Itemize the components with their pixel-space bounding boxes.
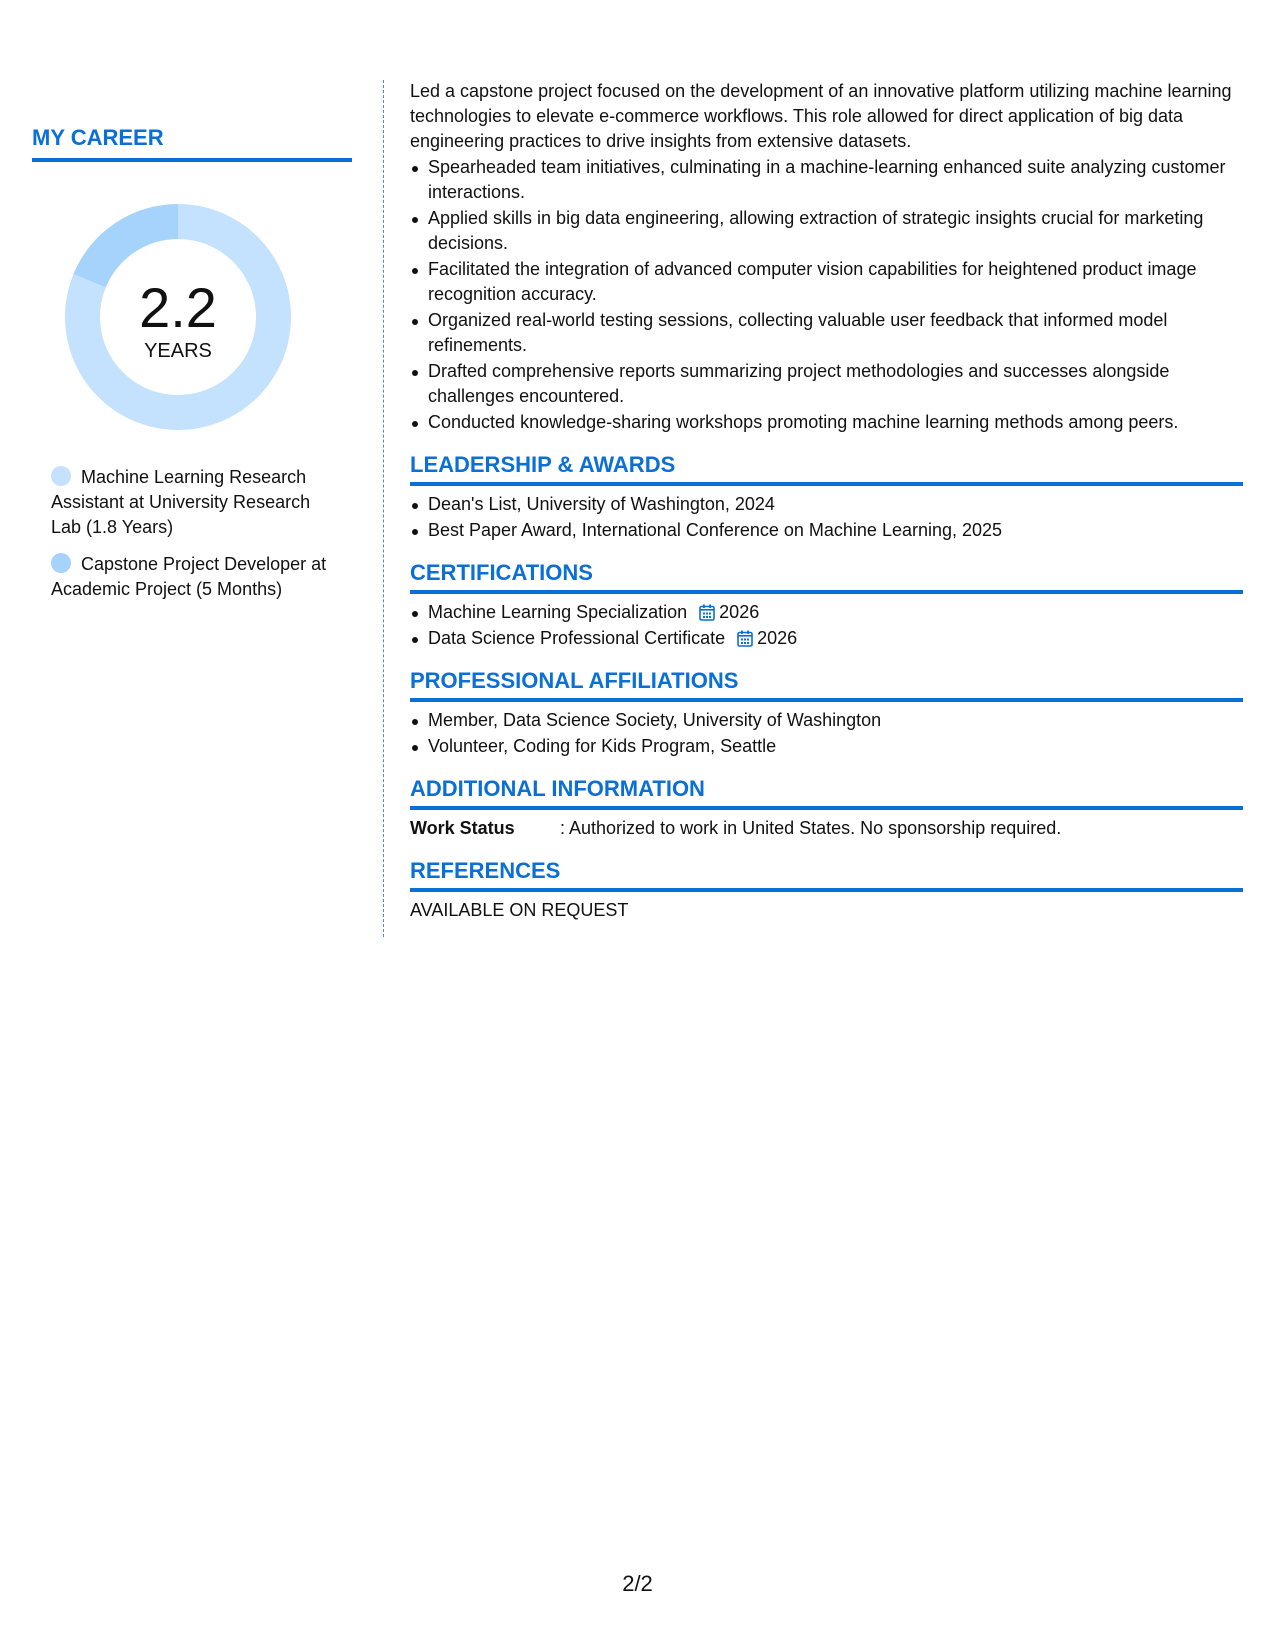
certification-name: Machine Learning Specialization: [428, 602, 688, 622]
list-item: Best Paper Award, International Conference on Machine Learning, 2025: [410, 518, 1243, 543]
legend-dot-icon: [51, 553, 71, 573]
section-rule: [410, 698, 1243, 702]
list-item: Dean's List, University of Washington, 2024: [410, 492, 1243, 517]
certifications-list: [410, 600, 1243, 651]
list-item: Member, Data Science Society, University of Washington: [410, 708, 1243, 733]
section-rule: [410, 590, 1243, 594]
list-item: Drafted comprehensive reports summarizing project methodologies and successes alongside challenges encountered.: [410, 359, 1243, 409]
calendar-icon: [699, 604, 715, 621]
list-item: Organized real-world testing sessions, collecting valuable user feedback that informed model refinements.: [410, 308, 1243, 358]
certification-date: [737, 626, 797, 651]
column-divider: [383, 80, 384, 937]
experience-bullets: [410, 155, 1243, 435]
references-text: AVAILABLE ON REQUEST: [410, 900, 629, 920]
main-content: [410, 79, 1243, 923]
section-rule: [410, 482, 1243, 486]
list-item: Spearheaded team initiatives, culminating in a machine-learning enhanced suite analyzing customer interactions.: [410, 155, 1243, 205]
experience-summary: Led a capstone project focused on the development of an innovative platform utilizing machine learning technologies to elevate e-commerce workflows. This role allowed for direct application of big data engineering practices to drive insights from extensive datasets.: [410, 81, 1232, 151]
leadership-list: [410, 492, 1243, 543]
page-number: 2/2: [622, 1571, 653, 1596]
affiliations-list: [410, 708, 1243, 759]
donut-total-unit: YEARS: [144, 340, 212, 362]
certification-date: [699, 600, 759, 625]
legend-item: [51, 552, 341, 602]
section-rule: [410, 806, 1243, 810]
career-donut-chart: [65, 204, 291, 430]
donut-total-value: 2.2: [139, 276, 217, 339]
certifications-section-title: CERTIFICATIONS: [410, 560, 593, 585]
legend-label: Capstone Project Developer at Academic Project (5 Months): [51, 554, 327, 599]
donut-slice: [73, 204, 178, 287]
career-legend: [51, 465, 341, 614]
leadership-section-title: LEADERSHIP & AWARDS: [410, 452, 676, 477]
references-section-title: REFERENCES: [410, 858, 561, 883]
certification-item: [410, 626, 1243, 651]
list-item: Conducted knowledge-sharing workshops promoting machine learning methods among peers.: [410, 410, 1243, 435]
certification-item: [410, 600, 1243, 625]
certification-name: Data Science Professional Certificate: [428, 628, 726, 648]
legend-dot-icon: [51, 466, 71, 486]
list-item: Applied skills in big data engineering, allowing extraction of strategic insights crucial for marketing decisions.: [410, 206, 1243, 256]
career-title: MY CAREER: [32, 125, 164, 150]
work-status-label: Work Status: [410, 818, 515, 838]
affiliations-section-title: PROFESSIONAL AFFILIATIONS: [410, 668, 739, 693]
legend-label: Machine Learning Research Assistant at University Research Lab (1.8 Years): [51, 467, 311, 537]
calendar-icon: [737, 630, 753, 647]
legend-item: [51, 465, 341, 540]
work-status-row: [410, 816, 1243, 841]
list-item: Volunteer, Coding for Kids Program, Seattle: [410, 734, 1243, 759]
work-status-value: : Authorized to work in United States. No sponsorship required.: [560, 818, 1062, 838]
section-rule: [410, 888, 1243, 892]
certification-year: 2026: [757, 628, 798, 648]
certification-year: 2026: [719, 602, 760, 622]
career-title-rule: [32, 158, 352, 162]
additional-info-section-title: ADDITIONAL INFORMATION: [410, 776, 705, 801]
list-item: Facilitated the integration of advanced computer vision capabilities for heightened product image recognition accuracy.: [410, 257, 1243, 307]
